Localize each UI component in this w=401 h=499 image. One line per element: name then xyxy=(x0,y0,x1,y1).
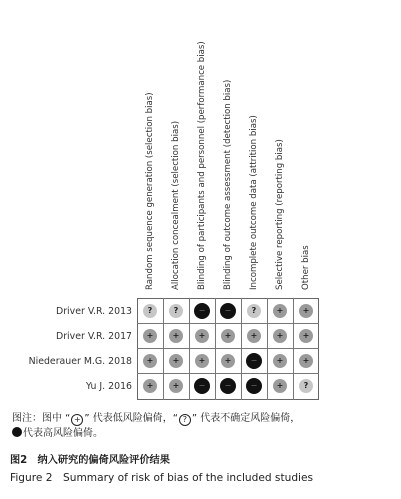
grid-line xyxy=(241,298,242,400)
grid-line xyxy=(137,348,319,349)
high-risk-icon xyxy=(12,427,22,437)
risk-high-cell: − xyxy=(246,378,262,394)
risk-low-cell: + xyxy=(299,329,313,343)
risk-low-cell: + xyxy=(143,379,157,393)
risk-low-cell: + xyxy=(169,354,183,368)
risk-high-cell: − xyxy=(220,378,236,394)
risk-low-cell: + xyxy=(169,329,183,343)
risk-unclear-cell: ? xyxy=(143,304,157,318)
risk-low-cell: + xyxy=(221,329,235,343)
risk-low-cell: + xyxy=(247,329,261,343)
grid-line xyxy=(137,373,319,374)
grid-line xyxy=(267,298,268,400)
grid-line xyxy=(293,298,294,400)
legend-mid2: ” 代表不确定风险偏倚， xyxy=(191,413,301,424)
figure-title-en: Figure 2 Summary of risk of bias of the included studies xyxy=(10,472,314,484)
risk-low-cell: + xyxy=(143,329,157,343)
risk-unclear-cell: ? xyxy=(169,304,183,318)
column-header: Selective reporting (reporting bias) xyxy=(275,139,285,290)
risk-unclear-cell: ? xyxy=(247,304,261,318)
risk-high-cell: − xyxy=(194,378,210,394)
column-header: Other bias xyxy=(301,245,311,290)
risk-high-cell: − xyxy=(220,303,236,319)
risk-low-cell: + xyxy=(299,304,313,318)
grid-line xyxy=(137,323,319,324)
risk-low-cell: + xyxy=(195,354,209,368)
column-header: Incomplete outcome data (attrition bias) xyxy=(249,115,259,290)
grid-line xyxy=(189,298,190,400)
legend-text xyxy=(12,411,397,441)
grid-line xyxy=(163,298,164,400)
study-label: Yu J. 2016 xyxy=(85,381,132,392)
risk-low-cell: + xyxy=(273,379,287,393)
risk-high-cell: − xyxy=(246,353,262,369)
legend-prefix: 图注：图中 “ xyxy=(12,413,71,424)
risk-low-cell: + xyxy=(273,329,287,343)
low-risk-icon: + xyxy=(71,414,83,426)
risk-unclear-cell: ? xyxy=(299,379,313,393)
risk-low-cell: + xyxy=(169,379,183,393)
column-header: Blinding of participants and personnel (performance bias) xyxy=(197,41,207,290)
column-header: Allocation concealment (selection bias) xyxy=(171,120,181,290)
unclear-risk-icon: ? xyxy=(179,414,191,426)
risk-low-cell: + xyxy=(273,304,287,318)
legend-mid1: ” 代表低风险偏倚，“ xyxy=(84,413,178,424)
column-header: Blinding of outcome assessment (detection bias) xyxy=(223,79,233,290)
risk-low-cell: + xyxy=(299,354,313,368)
risk-low-cell: + xyxy=(273,354,287,368)
study-label: Driver V.R. 2017 xyxy=(55,331,132,342)
legend-high: 代表高风险偏倚。 xyxy=(23,428,103,439)
grid-line xyxy=(215,298,216,400)
risk-low-cell: + xyxy=(195,329,209,343)
risk-low-cell: + xyxy=(221,354,235,368)
study-label: Driver V.R. 2013 xyxy=(55,306,132,317)
risk-high-cell: − xyxy=(194,303,210,319)
risk-low-cell: + xyxy=(143,354,157,368)
study-label: Niederauer M.G. 2018 xyxy=(28,356,132,367)
column-header: Random sequence generation (selection bias) xyxy=(145,92,155,290)
figure-title-cn: 图2 纳入研究的偏倚风险评价结果 xyxy=(10,455,170,466)
